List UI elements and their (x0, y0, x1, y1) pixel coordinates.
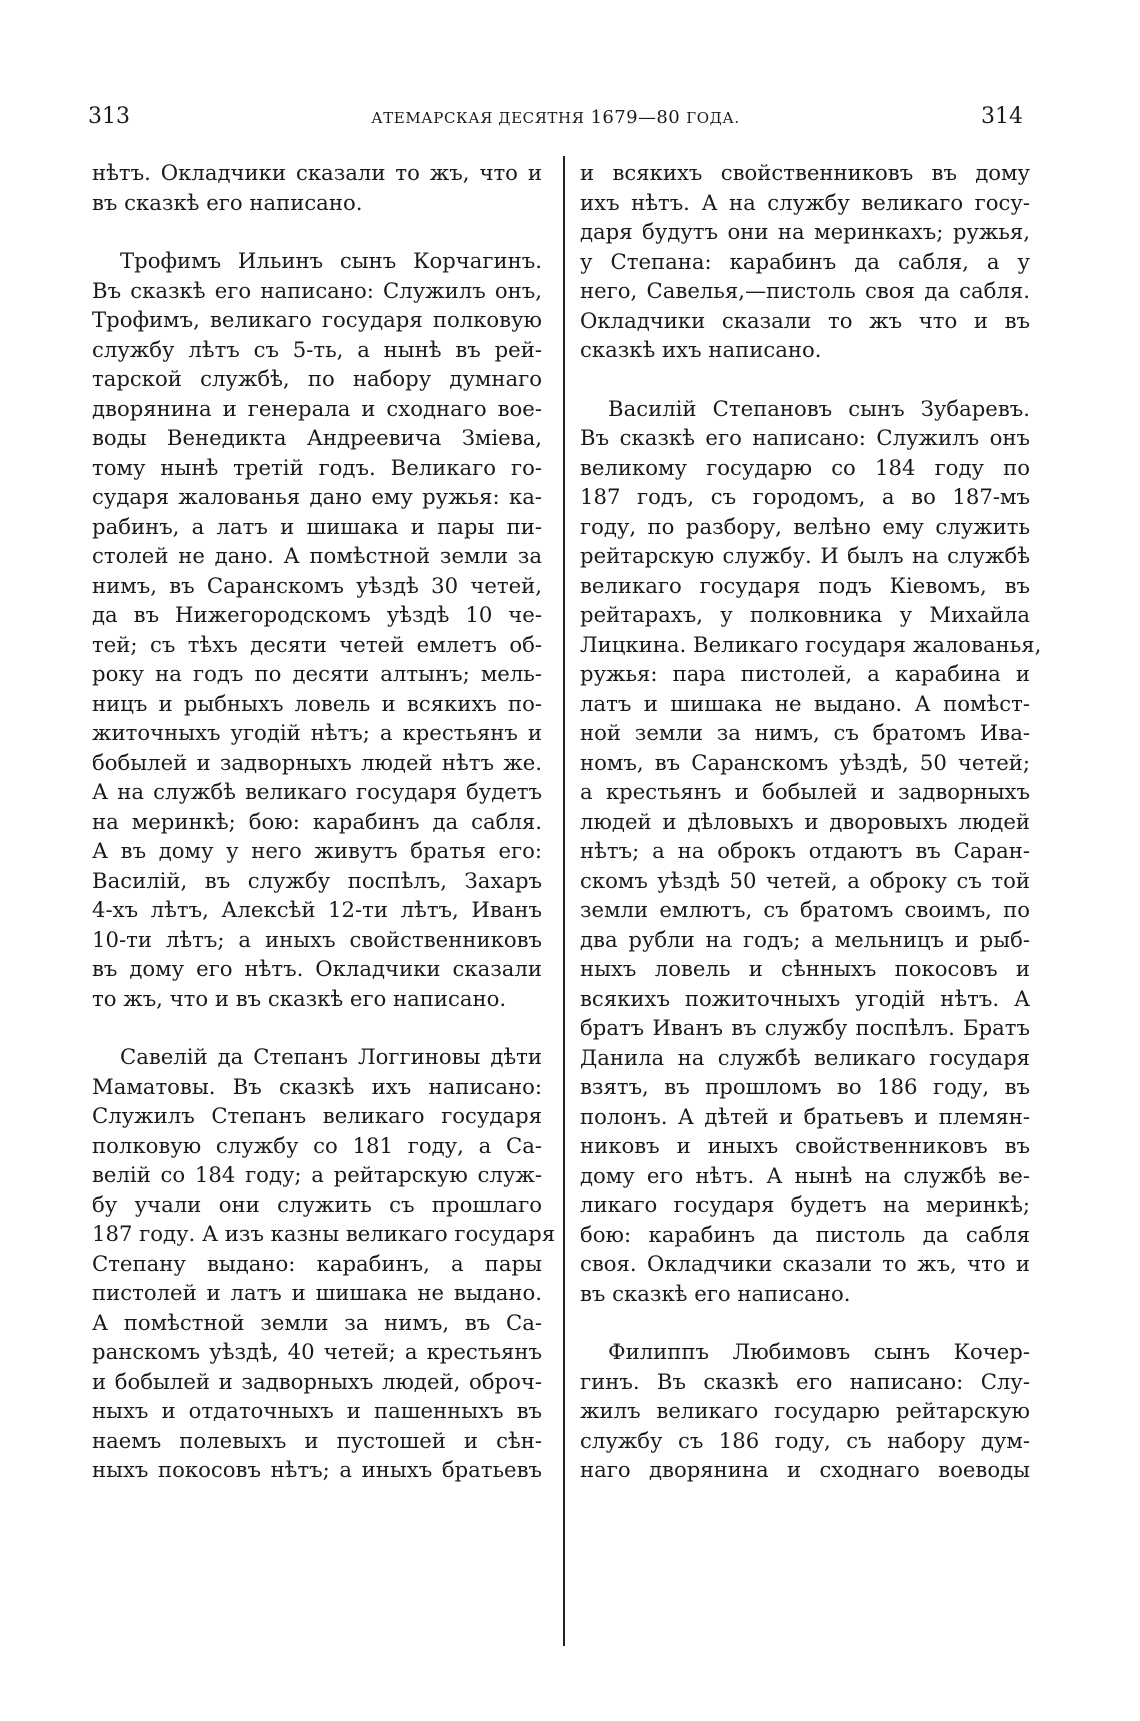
text-line: никовъ и иныхъ свойственниковъ въ (580, 1133, 1030, 1158)
text-line: ихъ нѣтъ. А на службу великаго госу- (580, 189, 1030, 215)
text-line: братъ Иванъ въ службу поспѣлъ. Братъ (580, 1015, 1030, 1040)
text-line: и всякихъ свойственниковъ въ дому (580, 160, 1030, 185)
text-line: на меринкѣ; бою: карабинъ да сабля. (92, 808, 542, 834)
text-line: него, Савелья,—пистоль своя да сабля. (580, 278, 1030, 303)
text-line: гинъ. Въ сказкѣ его написано: Слу- (580, 1368, 1030, 1394)
text-line: ныхъ ловель и сѣнныхъ покосовъ и (580, 956, 1030, 981)
text-line: дому его нѣтъ. А нынѣ на службѣ ве- (580, 1162, 1030, 1188)
text-line: наго дворянина и сходнаго воеводы (580, 1457, 1030, 1482)
text-line: 10-ти лѣтъ; а иныхъ свойственниковъ (92, 926, 542, 952)
text-line: нѣтъ; а на оброкъ отдаютъ въ Саран- (580, 838, 1030, 863)
text-line: и бобылей и задворныхъ людей, оброч- (92, 1368, 542, 1394)
text-line: взятъ, въ прошломъ во 186 году, въ (580, 1074, 1030, 1099)
text-line: ныхъ покосовъ нѣтъ; а иныхъ братьевъ (92, 1457, 542, 1482)
text-line: Окладчики сказали то жъ что и въ (580, 307, 1030, 333)
paragraph-gap (580, 365, 1030, 394)
text-line: а крестьянъ и бобылей и задворныхъ (580, 779, 1030, 804)
paragraph-gap (92, 217, 542, 246)
text-line: пистолей и латъ и шишака не выдано. (92, 1280, 542, 1305)
text-line: 187 годъ, съ городомъ, а во 187-мъ (580, 484, 1030, 509)
text-line: у Степана: карабинъ да сабля, а у (580, 248, 1030, 274)
running-title-suffix: ГОДА. (686, 109, 740, 127)
text-line: А помѣстной земли за нимъ, въ Са- (92, 1309, 542, 1335)
running-title-years: 1679—80 (590, 107, 681, 128)
running-title (88, 107, 1023, 128)
running-title-text: АТЕМАРСКАЯ ДЕСЯТНЯ (371, 109, 585, 127)
text-line: номъ, въ Саранскомъ уѣздѣ, 50 четей; (580, 749, 1030, 775)
text-line: Филиппъ Любимовъ сынъ Кочер- (608, 1339, 1030, 1364)
text-line: своя. Окладчики сказали то жъ, что и (580, 1251, 1030, 1276)
page-number-left: 313 (88, 104, 130, 129)
text-line: А на службѣ великаго государя будетъ (92, 779, 542, 804)
text-line: тей; съ тѣхъ десяти четей емлетъ об- (92, 631, 542, 657)
text-line: ницъ и рыбныхъ ловель и всякихъ по- (92, 690, 542, 716)
text-line: Служилъ Степанъ великаго государя (92, 1103, 542, 1128)
text-line: великому государю со 184 году по (580, 454, 1030, 480)
text-line: въ дому его нѣтъ. Окладчики сказали (92, 956, 542, 981)
text-line: воды Венедикта Андреевича Зміева, (92, 425, 542, 450)
running-header (88, 104, 1023, 144)
text-line: всякихъ пожиточныхъ угодій нѣтъ. А (580, 985, 1030, 1011)
text-line: службу съ 186 году, съ набору дум- (580, 1427, 1030, 1453)
text-line: нѣтъ. Окладчики сказали то жъ, что и (92, 160, 542, 185)
text-line: ранскомъ уѣздѣ, 40 четей; а крестьянъ (92, 1339, 542, 1364)
text-line: скомъ уѣздѣ 50 четей, а оброку съ той (580, 867, 1030, 893)
text-line: 4-хъ лѣтъ, Алексѣй 12-ти лѣтъ, Иванъ (92, 897, 542, 922)
text-line: да въ Нижегородскомъ уѣздѣ 10 че- (92, 602, 542, 627)
text-line: Степану выдано: карабинъ, а пары (92, 1250, 542, 1276)
text-line: дворянина и генерала и сходнаго вое- (92, 395, 542, 421)
text-line: земли емлютъ, съ братомъ своимъ, по (580, 897, 1030, 922)
text-line: тому нынѣ третій годъ. Великаго го- (92, 454, 542, 480)
text-line: году, по разбору, велѣно ему служить (580, 513, 1030, 539)
text-line: велій со 184 году; а рейтарскую служ- (92, 1162, 542, 1187)
paragraph-gap (580, 1308, 1030, 1337)
paragraph (580, 158, 1030, 365)
text-line: Трофимъ Ильинъ сынъ Корчагинъ. (120, 248, 542, 273)
text-line: Въ сказкѣ его написано: Служилъ онъ (580, 425, 1030, 450)
text-line: ружья: пара пистолей, а карабина и (580, 661, 1030, 686)
text-line: Лицкина. Великаго государя жалованья, (580, 631, 1042, 657)
text-line: Трофимъ, великаго государя полковую (92, 307, 542, 332)
text-line: то жъ, что и въ сказкѣ его написано. (92, 985, 507, 1011)
paragraph (92, 246, 542, 1013)
text-line: ной земли за нимъ, съ братомъ Ива- (580, 720, 1030, 745)
text-line: въ сказкѣ его написано. (580, 1280, 851, 1306)
text-line: 187 году. А изъ казны великаго государя (92, 1221, 556, 1246)
text-line: жилъ великаго государю рейтарскую (580, 1398, 1030, 1423)
text-line: тарской службѣ, по набору думнаго (92, 366, 542, 391)
text-line: людей и дѣловыхъ и дворовыхъ людей (580, 808, 1030, 834)
text-line: наемъ полевыхъ и пустошей и сѣн- (92, 1427, 542, 1453)
column-divider (563, 156, 565, 1646)
text-line: даря будутъ они на меринкахъ; ружья, (580, 219, 1030, 244)
text-line: бу учали они служить съ прошлаго (92, 1191, 542, 1217)
text-line: великаго государя подъ Кіевомъ, въ (580, 572, 1030, 598)
text-line: Савелій да Степанъ Логгиновы дѣти (120, 1044, 542, 1069)
paragraph (92, 158, 542, 217)
text-line: бою: карабинъ да пистоль да сабля (580, 1221, 1030, 1247)
text-line: рабинъ, а латъ и шишака и пары пи- (92, 513, 542, 539)
text-line: Въ сказкѣ его написано: Служилъ онъ, (92, 277, 542, 303)
text-line: року на годъ по десяти алтынъ; мель- (92, 661, 542, 686)
text-line: сударя жалованья дано ему ружья: ка- (92, 484, 542, 509)
text-line: Данила на службѣ великаго государя (580, 1044, 1030, 1070)
text-line: два рубли на годъ; а мельницъ и рыб- (580, 926, 1030, 952)
left-column (92, 158, 556, 1485)
text-line: латъ и шишака не выдано. А помѣст- (580, 690, 1030, 716)
text-line: житочныхъ угодій нѣтъ; а крестьянъ и (92, 720, 542, 745)
text-line: бобылей и задворныхъ людей нѣтъ же. (92, 749, 542, 775)
paragraph (92, 1042, 556, 1485)
right-column (580, 158, 1042, 1485)
text-line: ныхъ и отдаточныхъ и пашенныхъ въ (92, 1398, 542, 1423)
text-line: службу лѣтъ съ 5-ть, а нынѣ въ рей- (92, 336, 542, 362)
text-line: сказкѣ ихъ написано. (580, 337, 822, 362)
text-line: столей не дано. А помѣстной земли за (92, 543, 542, 568)
text-line: нимъ, въ Саранскомъ уѣздѣ 30 четей, (92, 572, 542, 598)
text-line: рейтарахъ, у полковника у Михайла (580, 602, 1030, 627)
text-line: Маматовы. Въ сказкѣ ихъ написано: (92, 1073, 542, 1099)
text-line: А въ дому у него живутъ братья его: (92, 838, 542, 863)
text-line: полковую службу со 181 году, а Са- (92, 1132, 542, 1158)
page-number-right: 314 (981, 104, 1023, 129)
paragraph (580, 1337, 1030, 1485)
text-line: ликаго государя будетъ на меринкѣ; (580, 1192, 1030, 1217)
text-line: рейтарскую службу. И былъ на службѣ (580, 543, 1030, 568)
text-line: Василій Степановъ сынъ Зубаревъ. (608, 395, 1030, 421)
text-line: Василій, въ службу поспѣлъ, Захаръ (92, 867, 542, 893)
text-line: полонъ. А дѣтей и братьевъ и племян- (580, 1103, 1030, 1129)
text-line: въ сказкѣ его написано. (92, 189, 363, 215)
paragraph (580, 394, 1042, 1309)
paragraph-gap (92, 1013, 542, 1042)
